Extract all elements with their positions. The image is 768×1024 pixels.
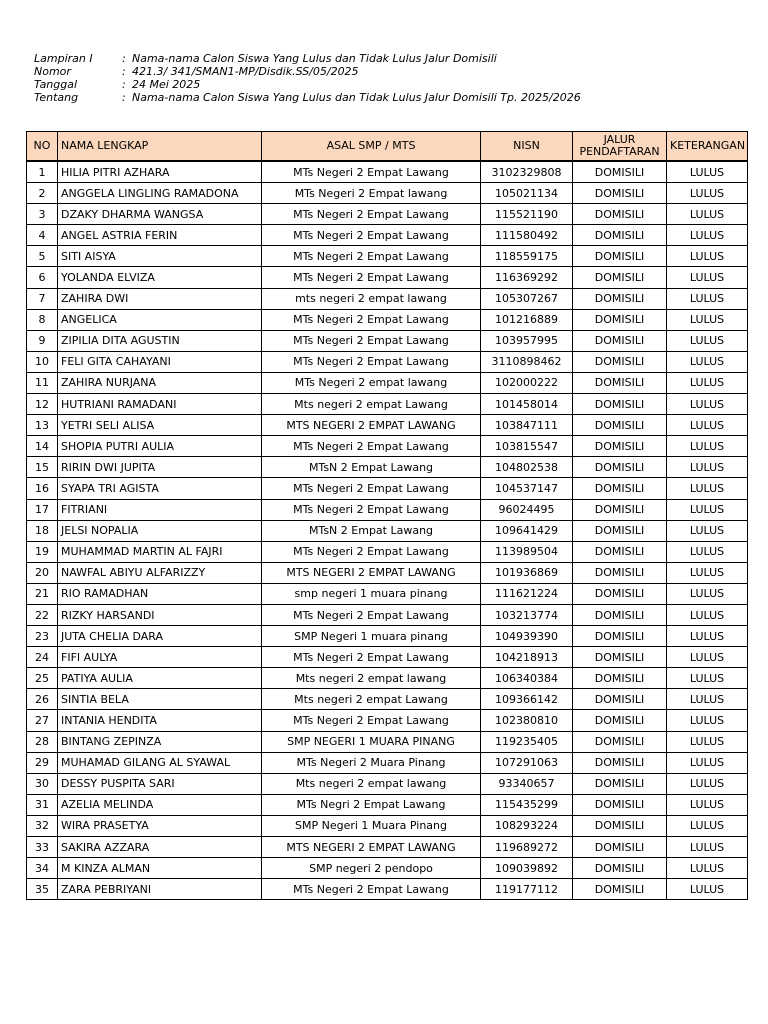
cell-no: 24 [27,647,58,668]
cell-nisn: 119177112 [481,879,573,900]
table-row [27,499,748,520]
table-row [27,541,748,562]
cell-route: DOMISILI [573,710,667,731]
table-row [27,288,748,309]
cell-no: 18 [27,520,58,541]
header-key: Tentang [34,91,79,104]
cell-nisn: 115521190 [481,204,573,225]
cell-status: LULUS [667,668,748,689]
cell-no: 20 [27,562,58,583]
cell-name: M KINZA ALMAN [58,858,262,879]
cell-route: DOMISILI [573,668,667,689]
header-separator: : [122,52,126,65]
cell-nisn: 109366142 [481,689,573,710]
table-row [27,815,748,836]
cell-route: DOMISILI [573,351,667,372]
cell-name: MUHAMMAD MARTIN AL FAJRI [58,541,262,562]
cell-name: SAKIRA AZZARA [58,837,262,858]
cell-status: LULUS [667,415,748,436]
column-header-school: ASAL SMP / MTS [262,132,481,162]
table-row [27,752,748,773]
cell-nisn: 104537147 [481,478,573,499]
cell-school: MTs Negeri 2 Empat Lawang [262,246,481,267]
cell-route: DOMISILI [573,204,667,225]
cell-status: LULUS [667,309,748,330]
cell-no: 3 [27,204,58,225]
column-header-nisn: NISN [481,132,573,162]
cell-route: DOMISILI [573,583,667,604]
cell-nisn: 102000222 [481,372,573,393]
cell-no: 14 [27,436,58,457]
cell-no: 6 [27,267,58,288]
cell-no: 19 [27,541,58,562]
student-table [26,131,748,900]
cell-nisn: 119689272 [481,837,573,858]
cell-route: DOMISILI [573,858,667,879]
cell-no: 12 [27,394,58,415]
cell-nisn: 108293224 [481,815,573,836]
cell-name: DZAKY DHARMA WANGSA [58,204,262,225]
cell-status: LULUS [667,562,748,583]
table-row [27,204,748,225]
cell-school: MTs Negeri 2 Muara Pinang [262,752,481,773]
table-row [27,710,748,731]
cell-route: DOMISILI [573,626,667,647]
table-row [27,246,748,267]
cell-school: SMP NEGERI 1 MUARA PINANG [262,731,481,752]
cell-school: MTs Negeri 2 Empat Lawang [262,267,481,288]
cell-name: ZAHIRA DWI [58,288,262,309]
cell-nisn: 118559175 [481,246,573,267]
cell-status: LULUS [667,499,748,520]
cell-route: DOMISILI [573,330,667,351]
cell-status: LULUS [667,288,748,309]
cell-no: 1 [27,161,58,183]
cell-no: 21 [27,583,58,604]
cell-status: LULUS [667,583,748,604]
cell-name: ANGGELA LINGLING RAMADONA [58,183,262,204]
header-separator: : [122,78,126,91]
cell-school: MTs Negeri 2 Empat Lawang [262,351,481,372]
cell-name: FITRIANI [58,499,262,520]
cell-status: LULUS [667,815,748,836]
cell-nisn: 96024495 [481,499,573,520]
table-row [27,372,748,393]
cell-school: MTs Negeri 2 Empat Lawang [262,204,481,225]
cell-name: RIRIN DWI JUPITA [58,457,262,478]
cell-route: DOMISILI [573,267,667,288]
cell-school: Mts negeri 2 empat lawang [262,668,481,689]
cell-school: MTs Negeri 2 Empat lawang [262,183,481,204]
cell-route: DOMISILI [573,161,667,183]
cell-nisn: 119235405 [481,731,573,752]
cell-school: Mts negeri 2 empat Lawang [262,689,481,710]
cell-school: MTs Negeri 2 Empat Lawang [262,309,481,330]
table-row [27,879,748,900]
cell-route: DOMISILI [573,183,667,204]
cell-route: DOMISILI [573,879,667,900]
cell-name: ZAHIRA NURJANA [58,372,262,393]
cell-no: 35 [27,879,58,900]
cell-no: 2 [27,183,58,204]
cell-status: LULUS [667,626,748,647]
cell-nisn: 109039892 [481,858,573,879]
cell-nisn: 106340384 [481,668,573,689]
cell-route: DOMISILI [573,794,667,815]
cell-school: smp negeri 1 muara pinang [262,583,481,604]
cell-no: 31 [27,794,58,815]
cell-status: LULUS [667,541,748,562]
table-row [27,626,748,647]
cell-nisn: 3110898462 [481,351,573,372]
cell-name: PATIYA AULIA [58,668,262,689]
table-row [27,583,748,604]
cell-school: MTsN 2 Empat Lawang [262,520,481,541]
header-value: 24 Mei 2025 [132,78,201,91]
cell-name: ANGEL ASTRIA FERIN [58,225,262,246]
header-value: 421.3/ 341/SMAN1-MP/Disdik.SS/05/2025 [132,65,359,78]
cell-nisn: 105021134 [481,183,573,204]
table-row [27,520,748,541]
cell-no: 11 [27,372,58,393]
cell-route: DOMISILI [573,752,667,773]
cell-status: LULUS [667,372,748,393]
cell-name: INTANIA HENDITA [58,710,262,731]
cell-name: RIZKY HARSANDI [58,604,262,625]
table-body [27,161,748,900]
cell-school: SMP Negeri 1 Muara Pinang [262,815,481,836]
cell-status: LULUS [667,879,748,900]
cell-name: ZARA PEBRIYANI [58,879,262,900]
document-header [34,52,581,104]
cell-name: AZELIA MELINDA [58,794,262,815]
cell-nisn: 109641429 [481,520,573,541]
cell-route: DOMISILI [573,689,667,710]
cell-route: DOMISILI [573,288,667,309]
cell-route: DOMISILI [573,541,667,562]
cell-status: LULUS [667,731,748,752]
cell-route: DOMISILI [573,731,667,752]
cell-school: MTs Negeri 2 Empat Lawang [262,499,481,520]
cell-status: LULUS [667,604,748,625]
cell-status: LULUS [667,689,748,710]
header-row-date [34,78,581,91]
cell-school: MTsN 2 Empat Lawang [262,457,481,478]
cell-no: 10 [27,351,58,372]
cell-name: SHOPIA PUTRI AULIA [58,436,262,457]
table-row [27,858,748,879]
column-header-status: KETERANGAN [667,132,748,162]
cell-nisn: 3102329808 [481,161,573,183]
cell-school: Mts negeri 2 empat Lawang [262,394,481,415]
cell-name: HILIA PITRI AZHARA [58,161,262,183]
cell-school: MTS NEGERI 2 EMPAT LAWANG [262,837,481,858]
cell-school: MTS NEGERI 2 EMPAT LAWANG [262,562,481,583]
table-row [27,689,748,710]
cell-route: DOMISILI [573,815,667,836]
cell-status: LULUS [667,837,748,858]
cell-school: MTs Negeri 2 Empat Lawang [262,541,481,562]
cell-name: DESSY PUSPITA SARI [58,773,262,794]
cell-route: DOMISILI [573,372,667,393]
cell-school: MTs Negeri 2 Empat Lawang [262,225,481,246]
cell-no: 16 [27,478,58,499]
header-separator: : [122,65,126,78]
cell-status: LULUS [667,183,748,204]
cell-route: DOMISILI [573,520,667,541]
cell-name: NAWFAL ABIYU ALFARIZZY [58,562,262,583]
cell-no: 28 [27,731,58,752]
column-header-route: JALUR PENDAFTARAN [573,132,667,162]
cell-school: MTS NEGERI 2 EMPAT LAWANG [262,415,481,436]
cell-name: SYAPA TRI AGISTA [58,478,262,499]
cell-name: ZIPILIA DITA AGUSTIN [58,330,262,351]
cell-status: LULUS [667,710,748,731]
header-key: Nomor [34,65,71,78]
cell-nisn: 104802538 [481,457,573,478]
cell-status: LULUS [667,267,748,288]
cell-status: LULUS [667,520,748,541]
cell-school: MTs Negeri 2 Empat Lawang [262,478,481,499]
table-row [27,394,748,415]
table-row [27,415,748,436]
cell-nisn: 93340657 [481,773,573,794]
header-row-attachment [34,52,581,65]
cell-no: 8 [27,309,58,330]
table-row [27,351,748,372]
cell-name: HUTRIANI RAMADANI [58,394,262,415]
cell-school: MTs Negeri 2 Empat Lawang [262,710,481,731]
cell-school: MTs Negeri 2 empat lawang [262,372,481,393]
cell-status: LULUS [667,225,748,246]
cell-name: YOLANDA ELVIZA [58,267,262,288]
cell-status: LULUS [667,351,748,372]
cell-nisn: 103815547 [481,436,573,457]
cell-name: BINTANG ZEPINZA [58,731,262,752]
cell-status: LULUS [667,752,748,773]
cell-status: LULUS [667,457,748,478]
cell-no: 5 [27,246,58,267]
table-row [27,225,748,246]
cell-route: DOMISILI [573,647,667,668]
cell-status: LULUS [667,436,748,457]
cell-school: SMP Negeri 1 muara pinang [262,626,481,647]
cell-status: LULUS [667,330,748,351]
cell-nisn: 103847111 [481,415,573,436]
cell-school: MTs Negeri 2 Empat Lawang [262,161,481,183]
cell-school: MTs Negeri 2 Empat Lawang [262,879,481,900]
cell-route: DOMISILI [573,773,667,794]
cell-route: DOMISILI [573,436,667,457]
cell-no: 33 [27,837,58,858]
cell-status: LULUS [667,773,748,794]
header-separator: : [122,91,126,104]
cell-no: 7 [27,288,58,309]
cell-no: 22 [27,604,58,625]
cell-nisn: 102380810 [481,710,573,731]
table-row [27,668,748,689]
cell-name: RIO RAMADHAN [58,583,262,604]
table-row [27,837,748,858]
header-key: Lampiran I [34,52,93,65]
header-value: Nama-nama Calon Siswa Yang Lulus dan Tidak Lulus Jalur Domisili Tp. 2025/2026 [132,91,581,104]
cell-nisn: 101936869 [481,562,573,583]
cell-school: mts negeri 2 empat lawang [262,288,481,309]
cell-nisn: 105307267 [481,288,573,309]
cell-route: DOMISILI [573,499,667,520]
cell-no: 23 [27,626,58,647]
cell-route: DOMISILI [573,309,667,330]
cell-name: MUHAMAD GILANG AL SYAWAL [58,752,262,773]
cell-no: 32 [27,815,58,836]
table-row [27,183,748,204]
cell-no: 9 [27,330,58,351]
cell-nisn: 111580492 [481,225,573,246]
cell-name: ANGELICA [58,309,262,330]
cell-name: FIFI AULYA [58,647,262,668]
cell-no: 25 [27,668,58,689]
table-row [27,436,748,457]
cell-nisn: 111621224 [481,583,573,604]
cell-status: LULUS [667,478,748,499]
header-value: Nama-nama Calon Siswa Yang Lulus dan Tidak Lulus Jalur Domisili [132,52,497,65]
cell-status: LULUS [667,794,748,815]
cell-nisn: 115435299 [481,794,573,815]
cell-nisn: 116369292 [481,267,573,288]
cell-route: DOMISILI [573,394,667,415]
cell-no: 26 [27,689,58,710]
cell-status: LULUS [667,204,748,225]
cell-name: YETRI SELI ALISA [58,415,262,436]
table-row [27,309,748,330]
table-row [27,330,748,351]
table-row [27,773,748,794]
cell-route: DOMISILI [573,562,667,583]
column-header-no: NO [27,132,58,162]
cell-school: MTs Negeri 2 Empat Lawang [262,330,481,351]
cell-no: 17 [27,499,58,520]
cell-route: DOMISILI [573,837,667,858]
cell-nisn: 103957995 [481,330,573,351]
table-row [27,161,748,183]
cell-name: JUTA CHELIA DARA [58,626,262,647]
header-row-subject [34,91,581,104]
cell-nisn: 104218913 [481,647,573,668]
table-header-row [27,132,748,162]
cell-route: DOMISILI [573,246,667,267]
cell-status: LULUS [667,161,748,183]
cell-no: 4 [27,225,58,246]
table-row [27,604,748,625]
header-row-number [34,65,581,78]
table-row [27,794,748,815]
cell-name: FELI GITA CAHAYANI [58,351,262,372]
table-row [27,267,748,288]
cell-no: 27 [27,710,58,731]
cell-school: MTs Negeri 2 Empat Lawang [262,647,481,668]
cell-no: 34 [27,858,58,879]
cell-status: LULUS [667,246,748,267]
cell-route: DOMISILI [573,604,667,625]
table-row [27,562,748,583]
table-row [27,457,748,478]
cell-school: Mts negeri 2 empat lawang [262,773,481,794]
table-row [27,478,748,499]
cell-name: SITI AISYA [58,246,262,267]
cell-no: 30 [27,773,58,794]
column-header-name: NAMA LENGKAP [58,132,262,162]
cell-status: LULUS [667,647,748,668]
cell-route: DOMISILI [573,478,667,499]
cell-route: DOMISILI [573,225,667,246]
cell-no: 13 [27,415,58,436]
cell-nisn: 104939390 [481,626,573,647]
cell-school: MTs Negeri 2 Empat Lawang [262,436,481,457]
cell-name: WIRA PRASETYA [58,815,262,836]
cell-name: JELSI NOPALIA [58,520,262,541]
cell-route: DOMISILI [573,415,667,436]
cell-route: DOMISILI [573,457,667,478]
cell-nisn: 101216889 [481,309,573,330]
cell-status: LULUS [667,394,748,415]
cell-nisn: 103213774 [481,604,573,625]
cell-nisn: 107291063 [481,752,573,773]
table-row [27,731,748,752]
cell-no: 29 [27,752,58,773]
table-row [27,647,748,668]
cell-school: MTs Negeri 2 Empat Lawang [262,604,481,625]
cell-nisn: 101458014 [481,394,573,415]
cell-school: SMP negeri 2 pendopo [262,858,481,879]
header-key: Tanggal [34,78,78,91]
cell-status: LULUS [667,858,748,879]
cell-school: MTs Negri 2 Empat Lawang [262,794,481,815]
cell-name: SINTIA BELA [58,689,262,710]
cell-nisn: 113989504 [481,541,573,562]
cell-no: 15 [27,457,58,478]
